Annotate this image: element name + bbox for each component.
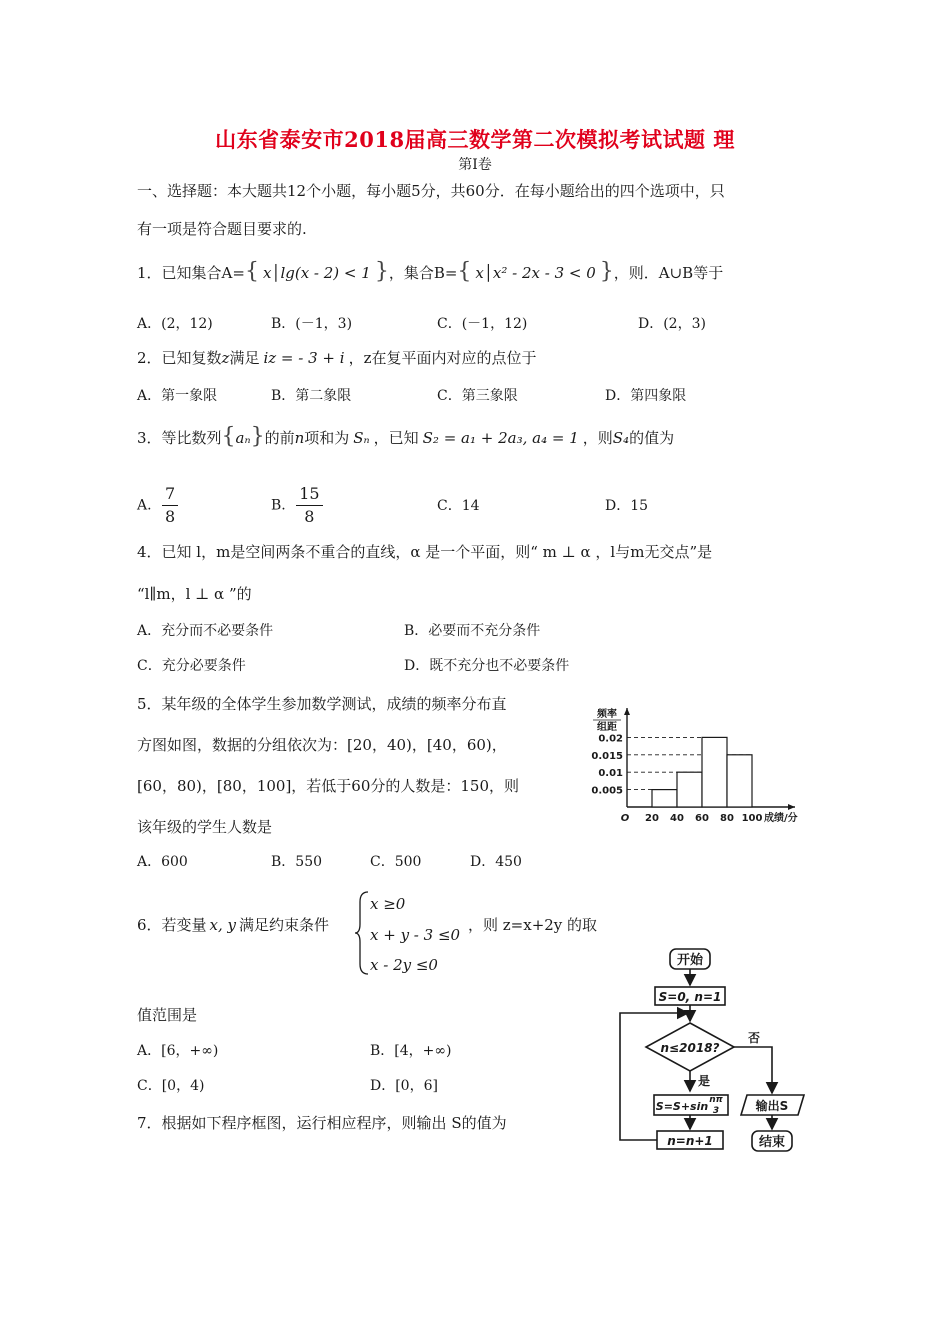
brace-close: }	[374, 259, 389, 284]
question-5-line-3: [60，80)，[80，100]，若低于60分的人数是：150，则	[137, 777, 520, 795]
q6-option-b: B．[4，+∞)	[370, 1043, 452, 1059]
brace-open: {	[244, 259, 259, 284]
q1-lead: 1．已知集合A=	[137, 264, 245, 282]
q3-mid-1: 的前	[264, 429, 295, 447]
q1-set-a: x│lg(x - 2) < 1	[262, 264, 371, 282]
fraction-numerator: 7	[162, 483, 178, 506]
q2-option-b: B．第二象限	[271, 388, 352, 404]
fraction-numerator: 15	[296, 483, 322, 506]
fraction-denominator: 8	[165, 507, 176, 526]
q5-option-b: B．550	[271, 854, 323, 870]
arrow-loop-back	[620, 1013, 688, 1140]
q6-tail: ，则 z=x+2y 的取	[468, 916, 598, 934]
q6-constraint-3: x - 2y ≤0	[370, 956, 438, 974]
q5-option-a: A．600	[137, 854, 188, 870]
q2-option-a: A．第一象限	[137, 388, 218, 404]
q6-mid: 满足约束条件	[239, 916, 330, 934]
q4-option-d: D．既不充分也不必要条件	[404, 658, 570, 674]
flow-init-label: S=0, n=1	[658, 990, 722, 1004]
flow-no-label: 否	[747, 1031, 761, 1045]
histogram-bar	[677, 772, 702, 807]
q3-s4: S₄	[612, 429, 630, 447]
q3-n-var: n	[294, 429, 305, 447]
histogram-root	[591, 707, 797, 824]
q3-sequence: aₙ	[235, 429, 251, 447]
q5-option-c: C．500	[370, 854, 422, 870]
frequency-histogram	[585, 700, 815, 830]
origin-label: O	[620, 813, 630, 824]
q3-option-a-fraction	[162, 483, 178, 528]
q4-option-c: C．充分必要条件	[137, 658, 246, 674]
q2-mid: 满足	[229, 349, 260, 367]
flow-increment-label: n=n+1	[667, 1134, 713, 1148]
constraint-brace-icon	[354, 890, 370, 976]
q6-option-c: C．[0，4)	[137, 1078, 205, 1094]
y-axis-arrow-icon	[624, 708, 630, 715]
question-2	[137, 347, 536, 369]
instructions-line-1: 一、选择题：本大题共12个小题，每小题5分，共60分．在每小题给出的四个选项中，只	[137, 182, 725, 200]
question-4-line-1: 4．已知 l，m是空间两条不重合的直线，α 是一个平面，则“ m ⊥ α ，l与m无交点”是	[137, 543, 713, 561]
question-1	[137, 261, 723, 284]
q1-tail: ，则．A∪B等于	[613, 264, 724, 282]
brace-close: }	[250, 424, 265, 449]
y-tick-label: 0.01	[598, 768, 623, 780]
x-tick-label: 60	[695, 813, 709, 824]
flow-end-label: 结束	[758, 1135, 786, 1150]
instructions-line-2: 有一项是符合题目要求的.	[137, 220, 307, 238]
flow-condition-label: n≤2018?	[660, 1041, 720, 1055]
q3-option-a-label: A.	[137, 497, 152, 514]
x-axis-arrow-icon	[788, 804, 795, 810]
q6-constraint-1: x ≥0	[370, 895, 406, 913]
q6-option-a: A．[6，+∞)	[137, 1043, 219, 1059]
flow-body-denominator: 3	[712, 1106, 720, 1116]
x-tick-label: 80	[720, 813, 734, 824]
flow-body-label: S=S+sin	[655, 1100, 709, 1113]
flow-yes-label: 是	[697, 1074, 711, 1088]
y-tick-label: 0.005	[591, 785, 623, 797]
x-tick-label: 100	[741, 813, 763, 824]
q3-mid-4: ，则	[582, 429, 613, 447]
flow-start-label: 开始	[676, 953, 704, 968]
question-4-line-2: “l∥m，l ⊥ α ”的	[137, 585, 252, 603]
q3-option-b	[271, 483, 323, 528]
q3-option-a	[137, 483, 178, 528]
q1-option-a: A．(2，12)	[137, 316, 213, 332]
x-tick-label: 40	[670, 813, 684, 824]
histogram-bar	[727, 755, 752, 807]
question-6-lead	[137, 914, 329, 936]
y-label-top: 频率	[597, 709, 617, 720]
q3-option-b-label: B.	[271, 497, 286, 514]
y-tick-label: 0.015	[591, 750, 623, 762]
q3-sn: Sₙ	[353, 429, 370, 447]
q1-option-c: C．(－1，12)	[437, 316, 528, 332]
q4-option-b: B．必要而不充分条件	[404, 623, 541, 639]
q3-mid-3: ，已知	[373, 429, 419, 447]
fraction-denominator: 8	[304, 507, 315, 526]
brace-open: {	[457, 259, 472, 284]
q2-var: z	[221, 349, 230, 367]
q1-set-b: x│x² - 2x - 3 < 0	[475, 264, 596, 282]
brace-open: {	[221, 424, 236, 449]
question-5-line-2: 方图如图，数据的分组依次为：[20，40)，[40，60)，	[137, 736, 507, 754]
q2-tail: ，z在复平面内对应的点位于	[348, 349, 537, 367]
question-6-line-2: 值范围是	[137, 1006, 198, 1024]
flow-output-label: 输出S	[755, 1099, 789, 1113]
y-label-bottom: 组距	[597, 722, 617, 733]
q1-option-b: B．(－1，3)	[271, 316, 353, 332]
y-tick-label: 0.02	[598, 733, 623, 745]
q2-lead: 2．已知复数	[137, 349, 222, 367]
question-5-line-1: 5．某年级的全体学生参加数学测试，成绩的频率分布直	[137, 695, 507, 713]
program-flowchart	[612, 945, 822, 1155]
question-5-line-4: 该年级的学生人数是	[137, 818, 273, 836]
histogram-bar	[702, 737, 727, 807]
q2-option-c: C．第三象限	[437, 388, 518, 404]
histogram-bar	[652, 790, 677, 807]
q6-vars: x, y	[209, 916, 237, 934]
page-title: 山东省泰安市2018届高三数学第二次模拟考试试题 理	[215, 127, 735, 152]
q3-condition: S₂ = a₁ + 2a₃, a₄ = 1	[422, 429, 579, 447]
x-axis-label: 成绩/分	[764, 813, 798, 824]
flow-body-numerator: nπ	[709, 1095, 723, 1105]
q1-mid: ，集合B=	[388, 264, 458, 282]
q3-mid-2: 项和为	[304, 429, 350, 447]
question-7: 7．根据如下程序框图，运行相应程序，则输出 S的值为	[137, 1114, 507, 1132]
brace-close: }	[599, 259, 614, 284]
q3-lead: 3．等比数列	[137, 429, 222, 447]
q6-lead: 6．若变量	[137, 916, 207, 934]
q3-option-d: D．15	[605, 498, 649, 514]
q4-option-a: A．充分而不必要条件	[137, 623, 274, 639]
q6-option-d: D．[0，6]	[370, 1078, 438, 1094]
q2-equation: iz = - 3 + i	[263, 349, 345, 367]
q6-constraint-2: x + y - 3 ≤0	[370, 926, 461, 944]
q3-option-c: C．14	[437, 498, 480, 514]
question-3	[137, 426, 674, 449]
q3-option-b-fraction	[296, 483, 322, 528]
arrow-no-branch	[734, 1047, 772, 1093]
section-label: 第I卷	[458, 157, 492, 173]
q1-option-d: D．(2，3)	[638, 316, 706, 332]
q3-tail: 的值为	[629, 429, 675, 447]
q2-option-d: D．第四象限	[605, 388, 687, 404]
x-tick-label: 20	[645, 813, 659, 824]
q5-option-d: D．450	[470, 854, 522, 870]
